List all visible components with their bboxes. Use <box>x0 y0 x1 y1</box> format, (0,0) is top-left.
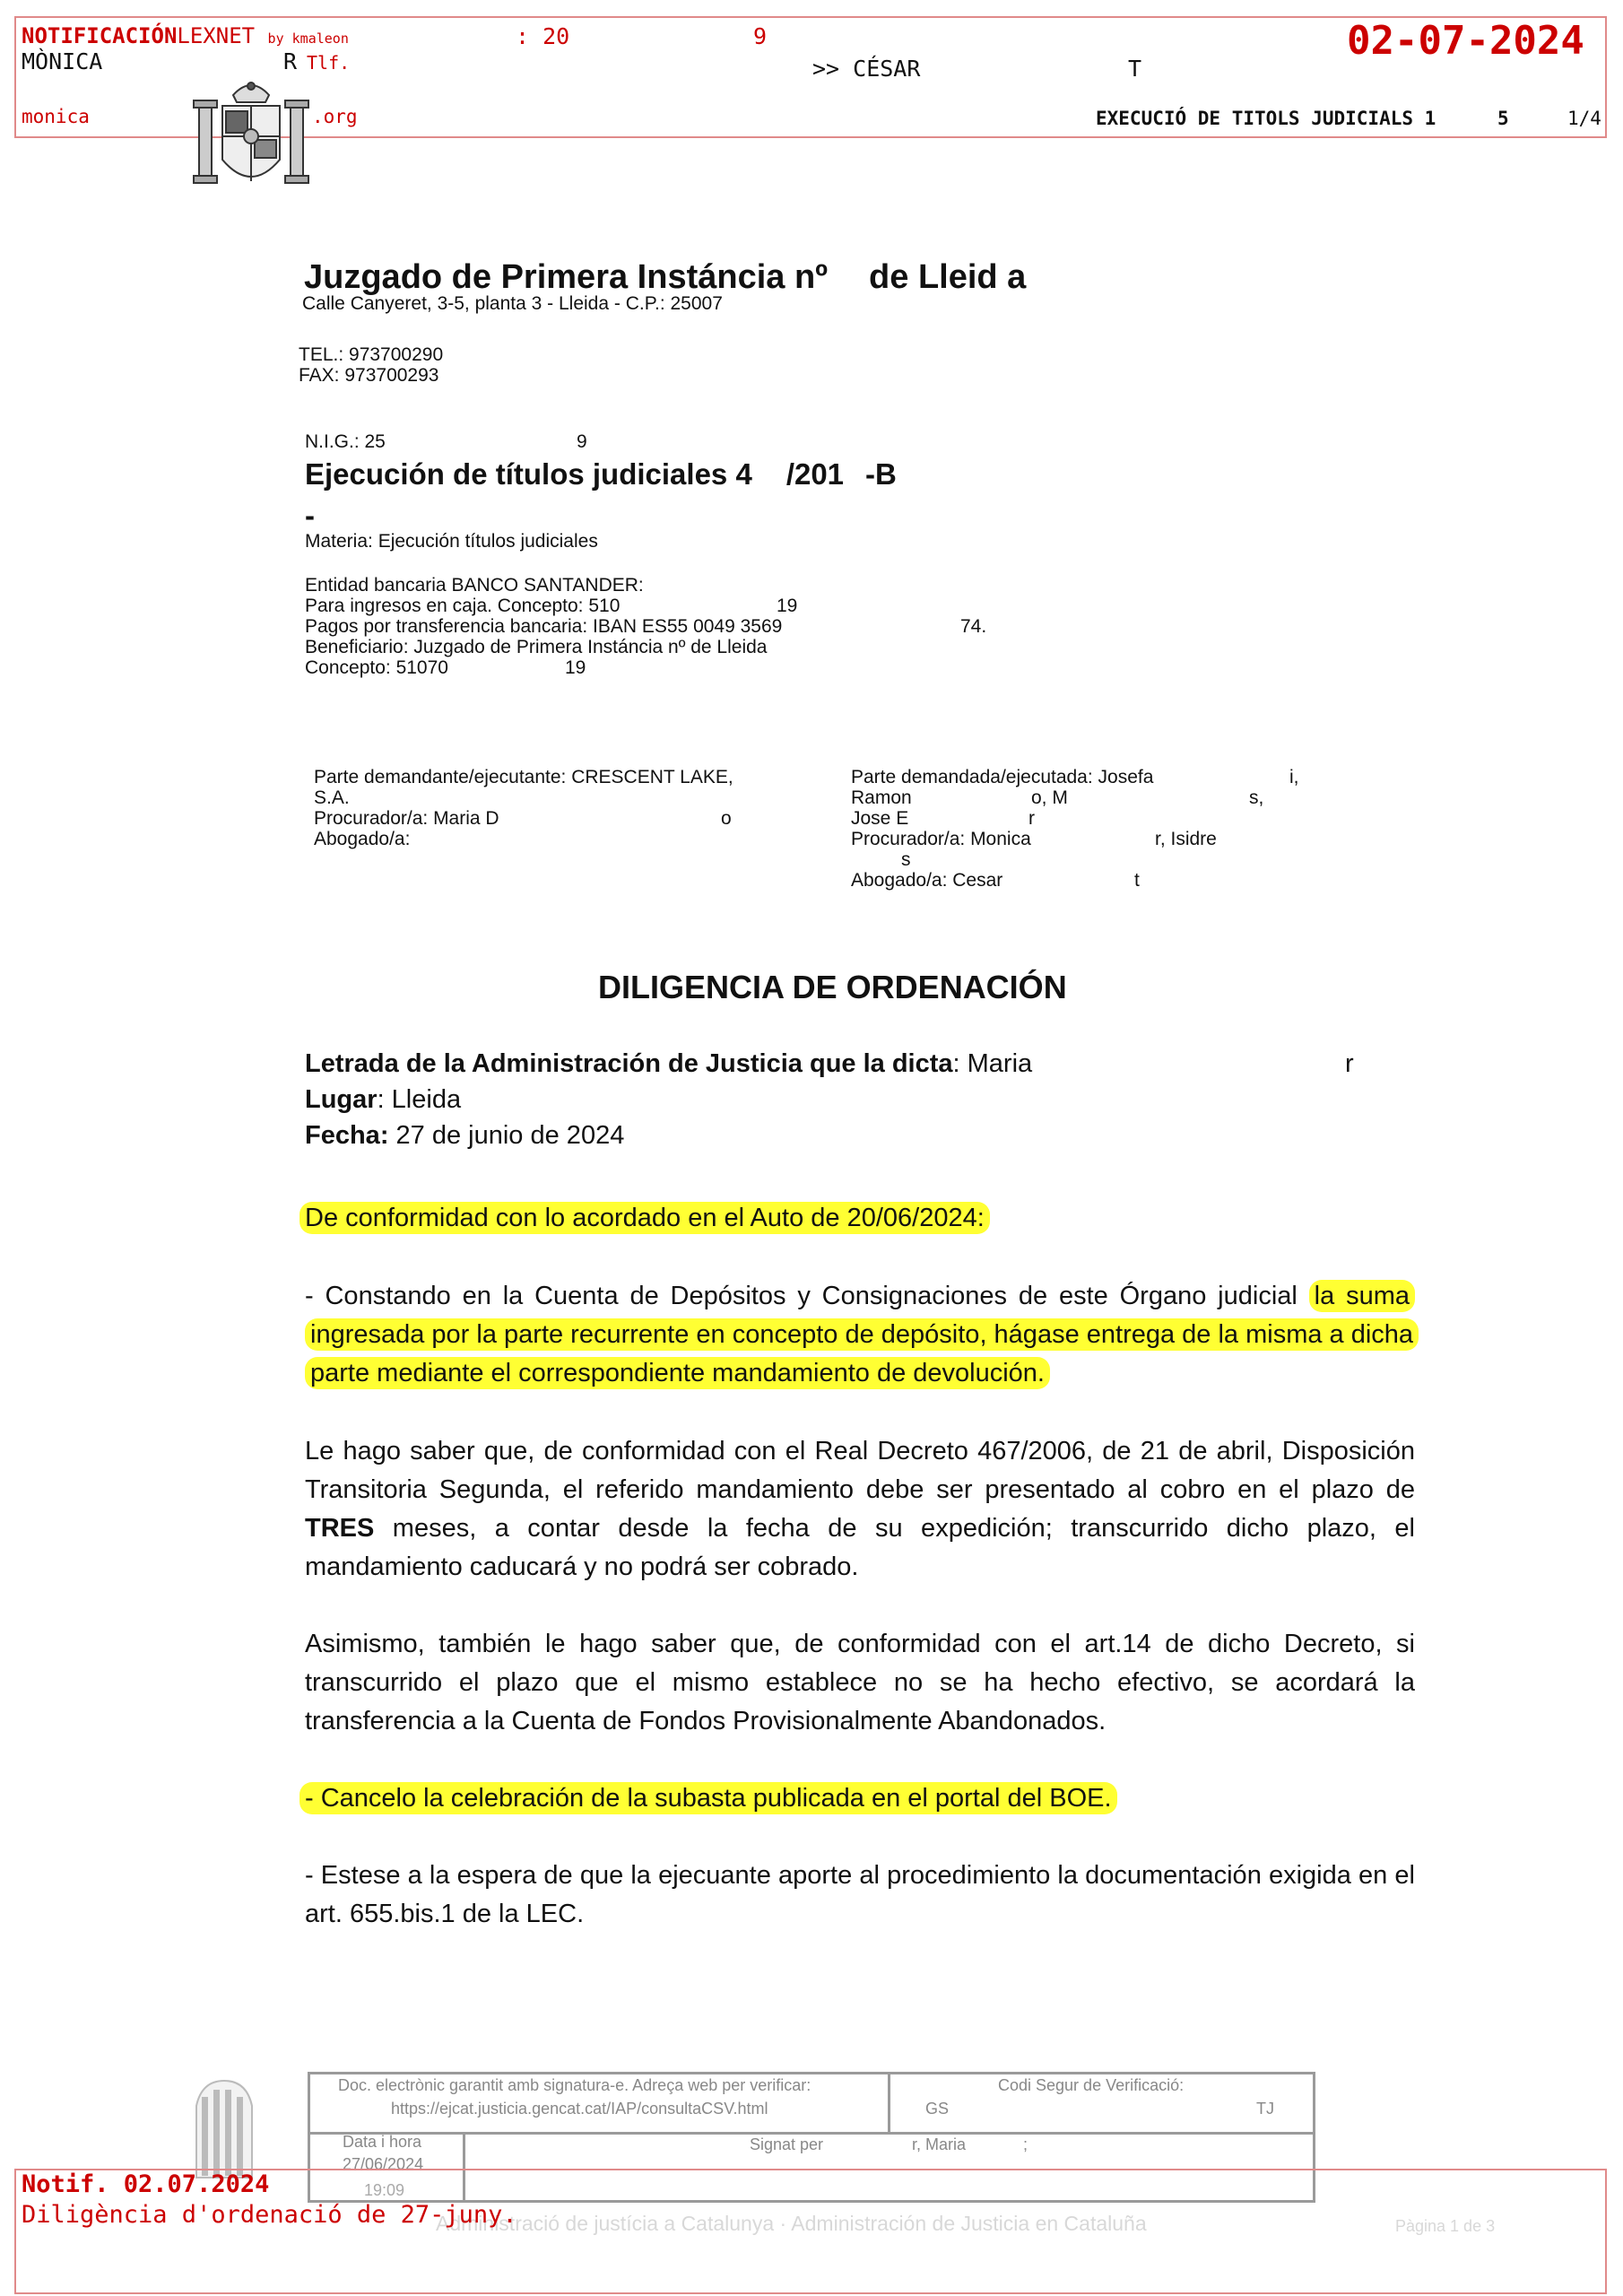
procedure-num: 5 <box>1497 108 1509 129</box>
defendant-line4: Procurador/a: Monica <box>851 829 1031 849</box>
lugar-label: Lugar <box>305 1085 378 1114</box>
court-title <box>304 258 1026 297</box>
signat-per-label: Signat per <box>750 2135 824 2153</box>
letrada-row <box>305 1046 1032 1082</box>
header-fragment-9: 9 <box>753 23 768 49</box>
defendant-fragment-i: i, <box>1289 767 1299 787</box>
page-count: 1/4 <box>1567 108 1601 129</box>
defendant-fragment-isidre: r, Isidre <box>1155 829 1217 849</box>
data-hora-date: 27/06/2024 <box>343 2155 424 2173</box>
defendant-line1: Parte demandada/ejecutada: Josefa <box>851 767 1154 787</box>
plaintiff-line2: S.A. <box>314 787 350 808</box>
lexnet-label: LEXNET <box>177 23 256 48</box>
paragraph-deposito <box>305 1277 1415 1393</box>
plaintiff-line4: Abogado/a: <box>314 829 411 849</box>
fecha-label: Fecha: <box>305 1121 389 1150</box>
notification-title <box>22 23 349 48</box>
nig-label: N.I.G.: 25 <box>305 431 386 452</box>
procedure-title-part1: Ejecución de títulos judiciales 4 <box>305 457 752 491</box>
deposito-highlight: la suma ingresada por la parte recurrente en concepto de depósito, hágase entrega de la misma a dicha parte mediante el correspondiente mandamiento de devolución. <box>305 1280 1419 1389</box>
court-fax: FAX: 973700293 <box>299 365 439 386</box>
tlf-label: Tlf. <box>307 52 351 74</box>
defendant-line6: Abogado/a: Cesar <box>851 870 1003 891</box>
by-label: by kmaleon <box>267 30 349 47</box>
lugar-value: : Lleida <box>377 1085 462 1114</box>
fecha-row <box>305 1118 1032 1153</box>
recipient-r: R <box>283 48 298 74</box>
recipient-name: MÒNICA <box>22 48 103 74</box>
auto-highlight: De conformidad con lo acordado en el Auto de 20/06/2024: <box>299 1202 990 1234</box>
doc-verify-url[interactable]: https://ejcat.justicia.gencat.cat/IAP/consultaCSV.html <box>391 2100 768 2118</box>
bank-concepto-fragment: 19 <box>565 657 586 678</box>
subasta-highlight: - Cancelo la celebración de la subasta publicada en el portal del BOE. <box>299 1782 1117 1814</box>
bank-concepto: Concepto: 51070 <box>305 657 448 678</box>
letrada-fragment-r: r <box>1345 1049 1354 1078</box>
defendant-fragment-r: r <box>1028 808 1035 829</box>
procedure-label: EXECUCIÓ DE TITOLS JUDICIALS 1 <box>1096 108 1436 129</box>
paragraph-espera: - Estese a la espera de que la ejecuante aporte al procedimiento la documentación exigida en el art. 655.bis.1 de la LEC. <box>305 1861 1415 1928</box>
notif-date: Notif. 02.07.2024 <box>22 2170 270 2198</box>
bank-transfer: Pagos por transferencia bancaria: IBAN ES55 0049 3569 <box>305 616 783 637</box>
diligencia-meta <box>305 1046 1032 1153</box>
signat-per-semicolon: ; <box>1023 2135 1028 2153</box>
court-address: Calle Canyeret, 3-5, planta 3 - Lleida - C.P.: 25007 <box>302 293 723 314</box>
notification-date: 02-07-2024 <box>1347 18 1584 64</box>
letrada-label: Letrada de la Administración de Justicia que la dicta <box>305 1049 953 1078</box>
deposito-plain: - Constando en la Cuenta de Depósitos y Consignaciones de este Órgano judicial <box>305 1282 1309 1310</box>
procedure-title-part2: /201 <box>785 457 845 491</box>
paragraph-real-decreto <box>305 1432 1415 1587</box>
notif-description: Diligència d'ordenació de 27-juny. <box>22 2201 517 2229</box>
lugar-row <box>305 1082 1032 1118</box>
email-user: monica <box>22 106 90 127</box>
procedure-dash: - <box>305 499 315 532</box>
defendant-fragment-om: o, M <box>1031 787 1068 808</box>
paragraph-auto <box>299 1199 990 1238</box>
real-decreto-a: Le hago saber que, de conformidad con el Real Decreto 467/2006, de 21 de abril, Disposición Transitoria Segunda, el referido mandamiento debe ser presentado al cobro en el plazo de <box>305 1437 1415 1504</box>
bank-transfer-fragment: 74. <box>960 616 987 637</box>
email-domain: .org <box>312 106 358 127</box>
csv-gs: GS <box>925 2100 950 2118</box>
notificacion-label: NOTIFICACIÓN <box>22 23 178 48</box>
spanish-coat-of-arms-icon <box>190 75 312 201</box>
data-hora-label: Data i hora <box>343 2133 422 2151</box>
page-number: Pàgina 1 de 3 <box>1395 2217 1496 2235</box>
plaintiff-line3: Procurador/a: Maria D <box>314 808 499 829</box>
paragraph-subasta <box>299 1779 1117 1818</box>
header-fragment-20: : 20 <box>516 23 570 49</box>
court-title-part2: de Lleid a <box>869 258 1027 296</box>
materia-label: Materia: Ejecución títulos judiciales <box>305 531 598 552</box>
csv-label: Codi Segur de Verificació: <box>998 2076 1185 2094</box>
bank-entity: Entidad bancaria BANCO SANTANDER: <box>305 575 644 596</box>
defendant-line3: Jose E <box>851 808 909 829</box>
diligencia-title: DILIGENCIA DE ORDENACIÓN <box>598 969 1067 1005</box>
plaintiff-fragment-o: o <box>721 808 732 829</box>
defendant-fragment-s: s, <box>1249 787 1264 808</box>
cesar-label: >> CÉSAR <box>812 56 921 82</box>
court-tel: TEL.: 973700290 <box>299 344 444 365</box>
signat-per-name: r, Maria <box>912 2135 967 2153</box>
administracio-footer: Administració de justícia a Catalunya · Administración de Justicia en Cataluña <box>436 2212 1147 2235</box>
real-decreto-b: meses, a contar desde la fecha de su expedición; transcurrido dicho plazo, el mandamiento caducará y no podrá ser cobrado. <box>305 1514 1415 1581</box>
letrada-value: : Maria <box>952 1049 1033 1078</box>
bank-ingresos: Para ingresos en caja. Concepto: 510 <box>305 596 621 616</box>
party-plaintiff <box>314 767 733 849</box>
procedure-title-part3: -B <box>865 457 897 491</box>
defendant-fragment-t: t <box>1134 870 1140 891</box>
paragraph-asimismo: Asimismo, también le hago saber que, de conformidad con el art.14 de dicho Decreto, si transcurrido el plazo que el mismo establece no se ha hecho efectivo, se acordará la transferencia a la Cuenta de Fondos Provisionalmente Abandonados. <box>305 1630 1415 1735</box>
real-decreto-bold: TRES <box>305 1514 375 1543</box>
doc-verify-line1: Doc. electrònic garantit amb signatura-e. Adreça web per verificar: <box>338 2076 812 2094</box>
cesar-t: T <box>1128 56 1142 82</box>
csv-tj: TJ <box>1256 2100 1274 2118</box>
nig-fragment: 9 <box>577 431 587 452</box>
data-hora-time: 19:09 <box>364 2181 405 2199</box>
fecha-value: 27 de junio de 2024 <box>388 1121 625 1150</box>
court-title-part1: Juzgado de Primera Instáncia nº <box>304 258 829 296</box>
bank-ingresos-fragment: 19 <box>777 596 798 616</box>
party-defendant <box>851 767 1153 891</box>
defendant-line5: s <box>901 849 911 870</box>
bank-beneficiario: Beneficiario: Juzgado de Primera Instáncia nº de Lleida <box>305 637 768 657</box>
defendant-line2: Ramon <box>851 787 912 808</box>
plaintiff-line1: Parte demandante/ejecutante: CRESCENT LAKE, <box>314 767 733 787</box>
procedure-title <box>305 457 897 491</box>
